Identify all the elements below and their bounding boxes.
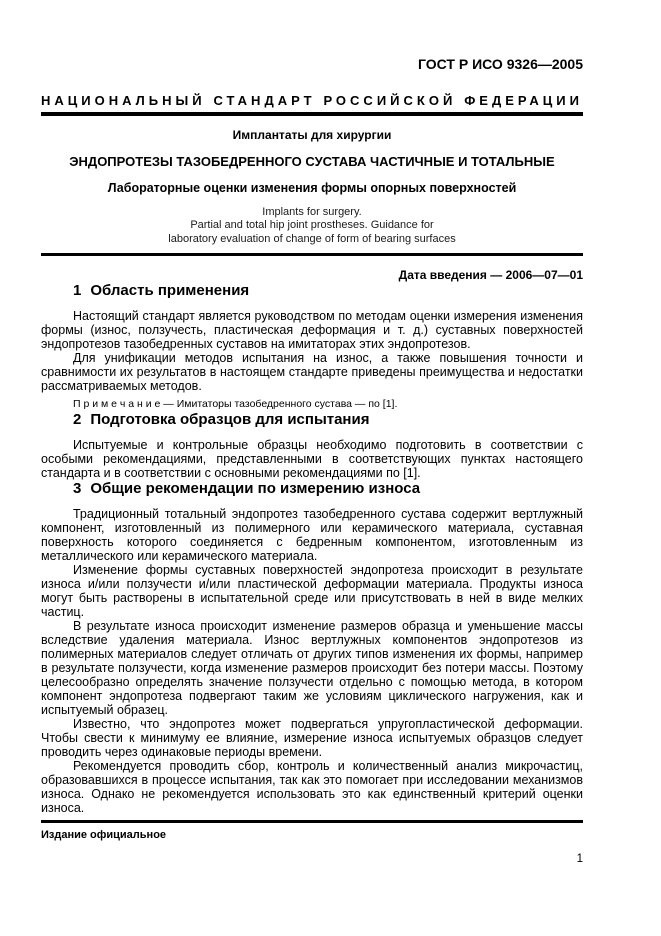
section-number: 2 [73, 411, 82, 429]
doc-subject: Имплантаты для хирургии [232, 128, 392, 142]
banner-word: РОССИЙСКОЙ [323, 93, 457, 108]
section-2-body [41, 438, 583, 480]
doc-title-english-line: laboratory evaluation of change of form of bearing surfaces [168, 232, 456, 245]
doc-title-english-line: Implants for surgery. [262, 206, 362, 218]
banner-word: ФЕДЕРАЦИИ [464, 93, 583, 108]
section-number: 3 [73, 480, 82, 498]
paragraph: Для унификации методов испытания на износ, а также повышения точности и сравнимости их результатов в настоящем стандарте приведены преимущества и недостатки рассматриваемых методов. [41, 351, 583, 394]
section-1-heading [41, 282, 583, 299]
paragraph: Известно, что эндопротез может подвергаться упругопластической деформации. Чтобы свести к минимуму ее влияние, измерение износа испытуемых образцов следует проводить через одинаковые периоды времени. [41, 717, 583, 760]
paragraph: Испытуемые и контрольные образцы необходимо подготовить в соответствии с особыми рекомендациями, представленными в соответствующих пунктах настоящего стандарта и в соответствии с основными рекомендациями по [1]. [41, 438, 583, 481]
page-number: 1 [576, 853, 583, 865]
doc-title-english-line: Partial and total hip joint prostheses. Guidance for [190, 219, 434, 232]
national-standard-banner [41, 94, 583, 108]
doc-code: ГОСТ Р ИСО 9326—2005 [418, 56, 583, 72]
section-title: Подготовка образцов для испытания [90, 411, 370, 429]
doc-title: ЭНДОПРОТЕЗЫ ТАЗОБЕДРЕННОГО СУСТАВА ЧАСТИЧНЫЕ И ТОТАЛЬНЫЕ [69, 154, 555, 169]
section-1-body [41, 309, 583, 411]
banner-word: НАЦИОНАЛЬНЫЙ [41, 93, 206, 108]
paragraph: Изменение формы суставных поверхностей эндопротеза происходит в результате износа и/или ползучести и/или пластической деформации материала. Продукты износа могут быть растворены в испытательной среде или присутствовать в ней в виде мелких частиц. [41, 563, 583, 620]
header-rule [41, 112, 583, 116]
section-number: 1 [73, 282, 82, 300]
title-separator-rule [41, 253, 583, 256]
paragraph: В результате износа происходит изменение размеров образца и уменьшение массы вследствие удаления материала. Износ вертлужных компонентов эндопротезов из полимерных материалов следует отличать от других типов изменения их формы, например в результате ползучести, когда изменение размеров происходит без потери массы. Поэтому целесообразно определять значение ползучести отдельно с помощью метода, в котором компонент эндопротеза подвергают таким же условиям циклического нагружения, как и испытуемый образец. [41, 619, 583, 718]
paragraph: Рекомендуется проводить сбор, контроль и количественный анализ микрочастиц, образовавшихся в процессе испытания, так как это помогает при исследовании механизмов износа. Однако не рекомендуется использовать это как единственный критерий оценки износа. [41, 759, 583, 816]
section-title: Область применения [90, 282, 250, 300]
doc-subtitle: Лабораторные оценки изменения формы опорных поверхностей [107, 181, 517, 195]
section-title: Общие рекомендации по измерению износа [90, 480, 421, 498]
note: П р и м е ч а н и е — Имитаторы тазобедренного сустава — по [1]. [73, 398, 398, 411]
paragraph: Традиционный тотальный эндопротез тазобедренного сустава содержит вертлужный компонент, изготовленный из полимерного или керамического материала, суставная поверхность которого соединяется с бедренным компонентом, изготовленным из металлического или керамического материала. [41, 507, 583, 564]
doc-title-english [41, 206, 583, 246]
banner-word: СТАНДАРТ [213, 93, 316, 108]
section-2-heading [41, 411, 583, 428]
section-3-heading [41, 480, 583, 497]
footer-rule [41, 820, 583, 823]
paragraph: Настоящий стандарт является руководством по методам оценки измерения изменения формы (износ, ползучесть, пластическая деформация и т. д.) суставных поверхностей эндопротезов тазобедренных суставов на имитаторах этих эндопротезов. [41, 309, 583, 352]
section-3-body [41, 507, 583, 815]
official-edition-label: Издание официальное [41, 829, 167, 841]
effective-date: Дата введения — 2006—07—01 [398, 268, 583, 283]
